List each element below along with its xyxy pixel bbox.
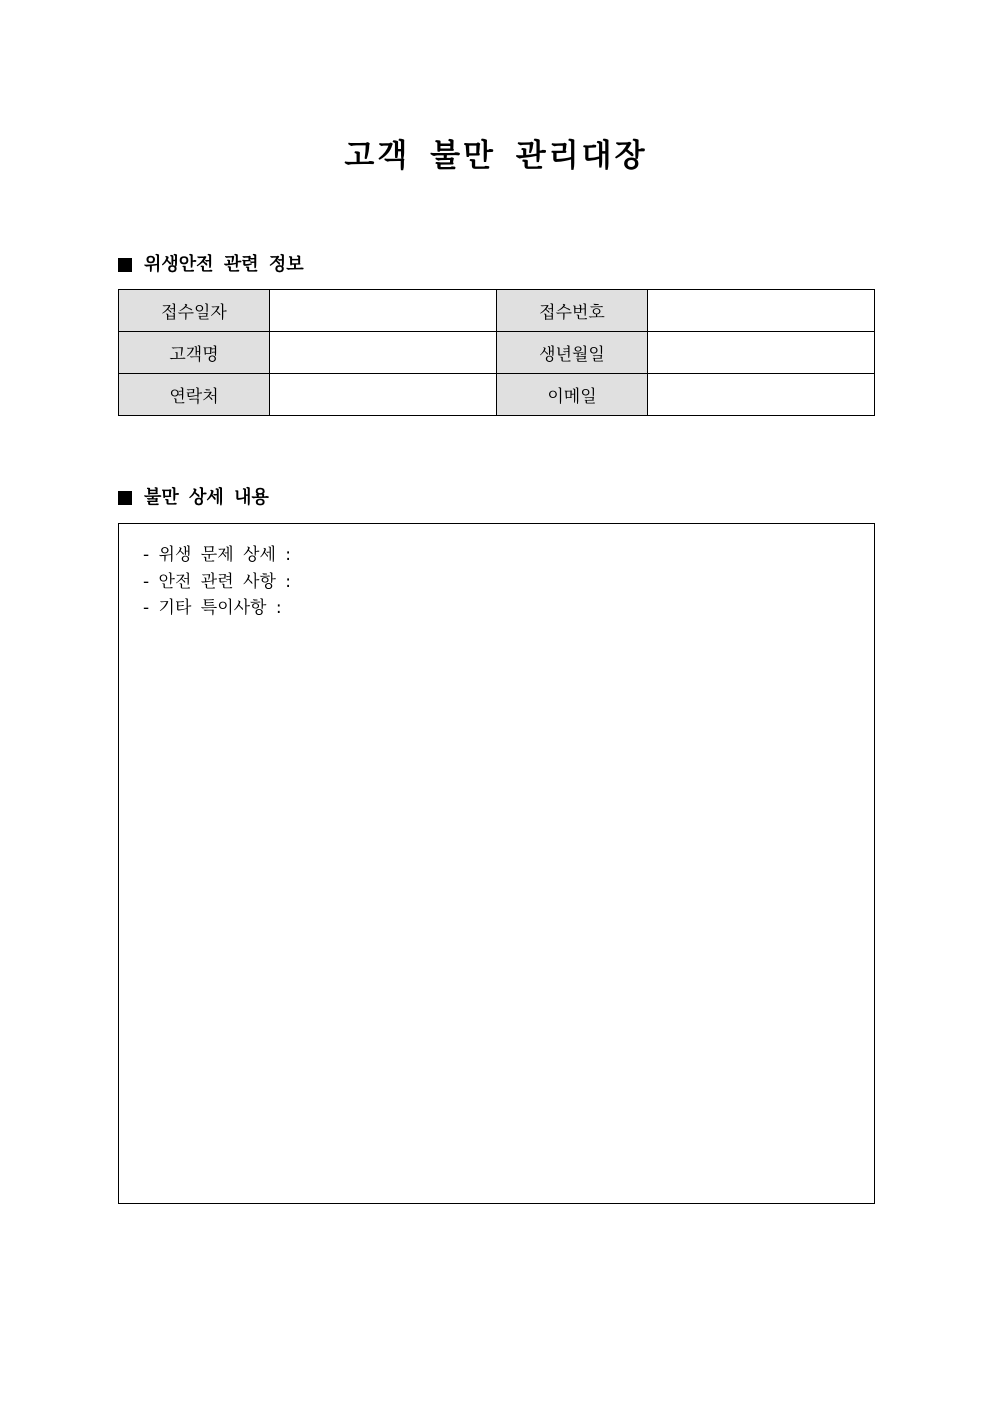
complaint-details-lines xyxy=(143,542,291,622)
table-row xyxy=(119,332,875,374)
receipt-date-field[interactable] xyxy=(270,290,497,332)
contact-field[interactable] xyxy=(270,374,497,416)
hygiene-info-table xyxy=(118,289,875,416)
section-heading-hygiene-info xyxy=(118,252,304,278)
customer-name-field[interactable] xyxy=(270,332,497,374)
section-heading-complaint-details xyxy=(118,485,269,511)
square-bullet-icon xyxy=(118,258,132,272)
label-birth-date: 생년월일 xyxy=(497,332,648,374)
label-receipt-number: 접수번호 xyxy=(497,290,648,332)
label-customer-name: 고객명 xyxy=(119,332,270,374)
receipt-number-field[interactable] xyxy=(648,290,875,332)
section-heading-text: 위생안전 관련 정보 xyxy=(144,254,304,275)
detail-line-safety: - 안전 관련 사항 : xyxy=(143,571,292,592)
birth-date-field[interactable] xyxy=(648,332,875,374)
complaint-details-box[interactable] xyxy=(118,523,875,1204)
label-contact: 연락처 xyxy=(119,374,270,416)
document-title: 고객 불만 관리대장 xyxy=(344,138,648,174)
table-row xyxy=(119,290,875,332)
email-field[interactable] xyxy=(648,374,875,416)
table-row xyxy=(119,374,875,416)
detail-line-other: - 기타 특이사항 : xyxy=(143,598,282,618)
detail-line-hygiene: - 위생 문제 상세 : xyxy=(143,545,292,565)
label-email: 이메일 xyxy=(497,374,648,416)
label-receipt-date: 접수일자 xyxy=(119,290,270,332)
square-bullet-icon xyxy=(118,491,132,505)
section-heading-text: 불만 상세 내용 xyxy=(144,487,269,508)
